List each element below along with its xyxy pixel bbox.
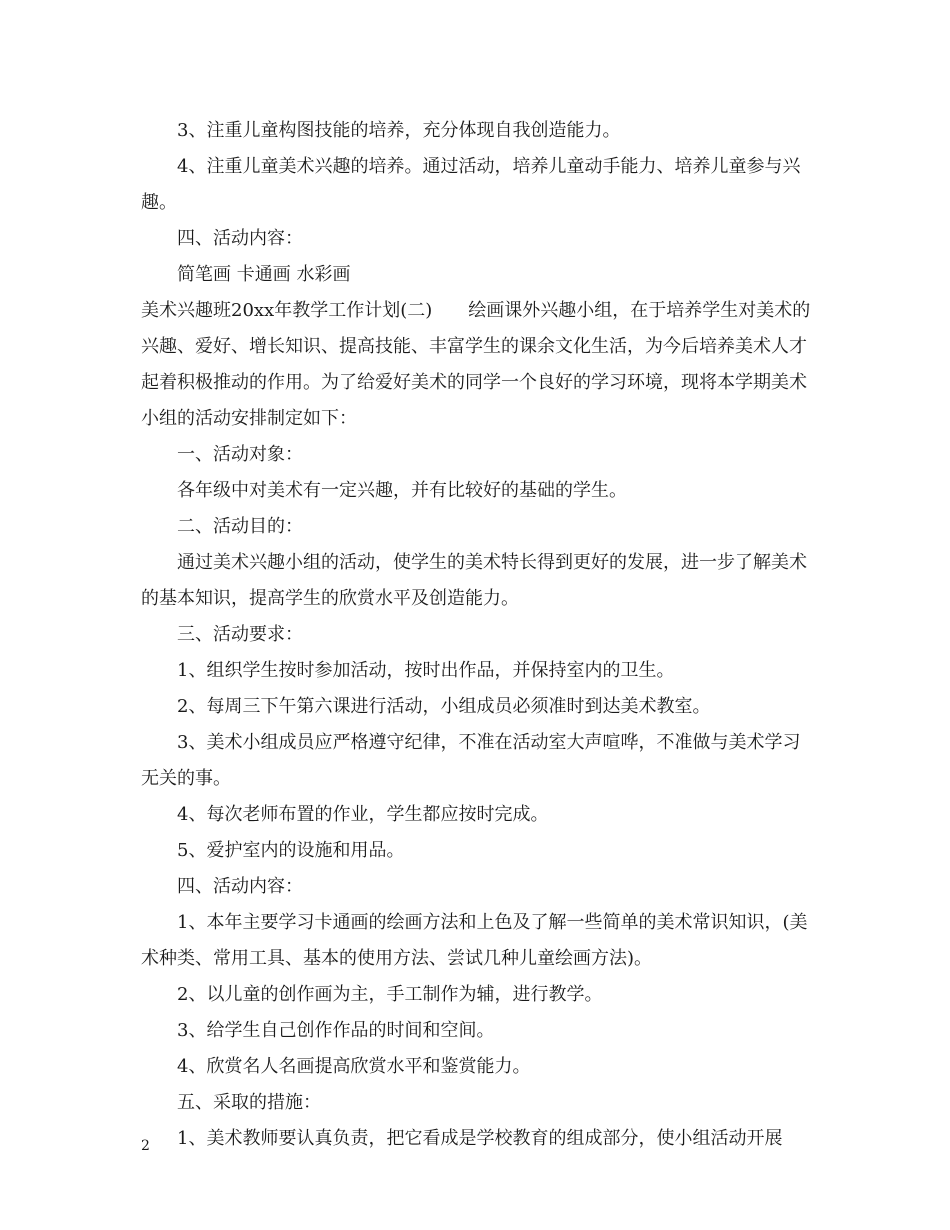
plan-title: 美术兴趣班20xx年教学工作计划(二) xyxy=(141,300,433,321)
plan-intro-text: 绘画课外兴趣小组，在于培养学生对美术的兴趣、爱好、增长知识、提高技能、丰富学生的课余文化生活，为今后培养美术人才起着积极推动的作用。为了给爱好美术的同学一个良好的学习环境，现将本学期美术小组的活动安排制定如下： xyxy=(141,300,811,429)
content-item-1: 1、本年主要学习卡通画的绘画方法和上色及了解一些简单的美术常识知识，(美术种类、常用工具、基本的使用方法、尝试几种儿童绘画方法)。 xyxy=(141,912,808,969)
paragraph-2: 4、注重儿童美术兴趣的培养。通过活动，培养儿童动手能力、培养儿童参与兴趣。 xyxy=(141,156,801,213)
document-body xyxy=(141,113,813,1157)
requirement-5: 5、爱护室内的设施和用品。 xyxy=(177,840,405,861)
content-item-3: 3、给学生自己创作作品的时间和空间。 xyxy=(177,1020,495,1041)
plan-intro-paragraph xyxy=(141,293,813,437)
section-heading-requirements: 三、活动要求： xyxy=(177,624,303,645)
section-heading-measures: 五、采取的措施： xyxy=(177,1092,321,1113)
page-number: 2 xyxy=(141,1138,150,1154)
content-item-2: 2、以儿童的创作画为主，手工制作为辅，进行教学。 xyxy=(177,984,603,1005)
target-description: 各年级中对美术有一定兴趣，并有比较好的基础的学生。 xyxy=(177,480,627,501)
requirement-2: 2、每周三下午第六课进行活动，小组成员必须准时到达美术教室。 xyxy=(177,696,711,717)
paragraph-1: 3、注重儿童构图技能的培养，充分体现自我创造能力。 xyxy=(177,120,621,141)
requirement-1: 1、组织学生按时参加活动，按时出作品，并保持室内的卫生。 xyxy=(177,660,675,681)
activity-types: 简笔画 卡通画 水彩画 xyxy=(177,264,351,285)
measure-item-1: 1、美术教师要认真负责，把它看成是学校教育的组成部分，使小组活动开展 xyxy=(177,1128,783,1149)
section-heading-target: 一、活动对象： xyxy=(177,444,303,465)
section-heading-activity-content: 四、活动内容： xyxy=(177,228,303,249)
requirement-3: 3、美术小组成员应严格遵守纪律，不准在活动室大声喧哗，不准做与美术学习无关的事。 xyxy=(141,732,801,789)
purpose-description: 通过美术兴趣小组的活动，使学生的美术特长得到更好的发展，进一步了解美术的基本知识，提高学生的欣赏水平及创造能力。 xyxy=(141,552,807,609)
section-heading-purpose: 二、活动目的： xyxy=(177,516,303,537)
content-item-4: 4、欣赏名人名画提高欣赏水平和鉴赏能力。 xyxy=(177,1056,531,1077)
section-heading-content: 四、活动内容： xyxy=(177,876,303,897)
requirement-4: 4、每次老师布置的作业，学生都应按时完成。 xyxy=(177,804,549,825)
